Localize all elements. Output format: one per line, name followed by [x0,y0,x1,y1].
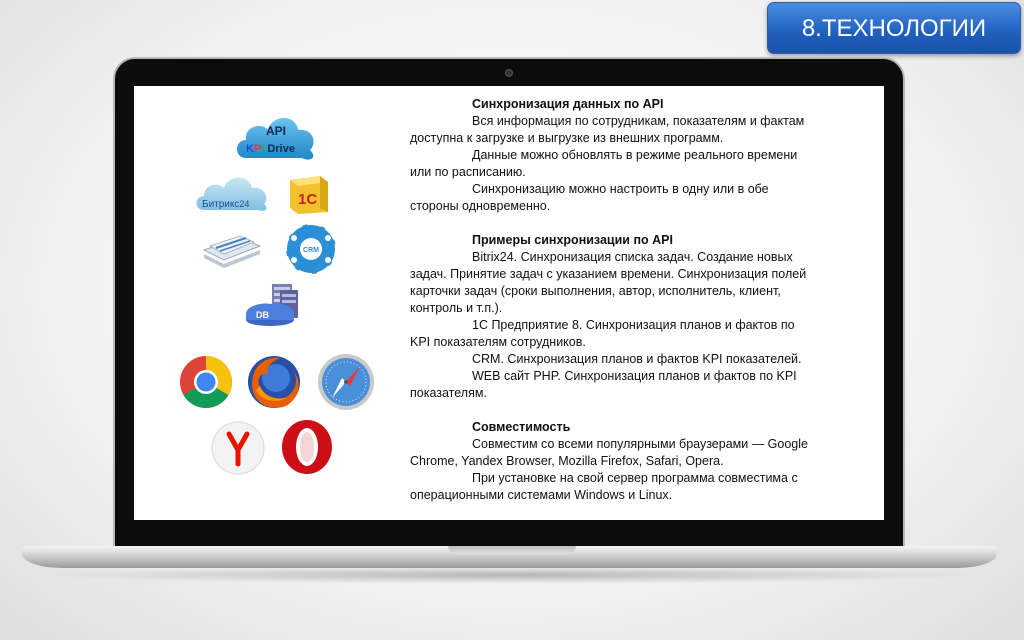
safari-icon [316,352,376,412]
svg-text:KPI Drive [246,143,295,155]
crm-label: CRM [303,247,319,254]
examples-paragraph-3: CRM. Синхронизация планов и фактов KPI показателей. [472,352,802,366]
kpi-p: P [253,143,262,155]
database-icon [240,280,306,328]
1c-icon [284,172,332,216]
drive-label: Drive [264,143,295,155]
examples-paragraph-2: 1С Предприятие 8. Синхронизация планов и фактов по KPI показателям сотрудников. [410,318,795,349]
api-label: API [265,124,287,138]
bitrix24-icon [194,170,272,214]
section-title: 8.ТЕХНОЛОГИИ [801,15,987,42]
sync-paragraph-2: Данные можно обновлять в режиме реального времени или по расписанию. [410,148,798,179]
kpi-i: I [261,143,265,155]
web-services-icon [200,224,264,272]
crm-icon [284,222,338,276]
db-label: DB [256,310,269,320]
chrome-icon [178,354,234,410]
sync-paragraph-3: Синхронизацию можно настроить в одну или в обе стороны одновременно. [410,182,769,213]
laptop-shadow [40,566,980,584]
section-title-banner [767,2,1021,54]
sync-heading: Синхронизация данных по API [472,97,664,111]
compat-paragraph-1: Совместим со всеми популярными браузерами — Google Chrome, Yandex Browser, Mozilla Firefox, Safari, Opera. [410,437,808,468]
yandex-browser-icon [210,420,266,476]
examples-heading: Примеры синхронизации по API [472,233,673,247]
firefox-icon [246,354,302,410]
sync-paragraph-1: Вся информация по сотрудникам, показателям и фактам доступна к загрузке и выгрузке из внешних программ. [410,114,805,145]
content-text [410,96,810,504]
laptop-notch [448,546,576,554]
1c-label: 1С [298,191,318,208]
laptop-screen [134,86,884,520]
kpi-k: K [246,143,254,155]
compat-heading: Совместимость [472,420,571,434]
webcam-icon [505,69,513,77]
examples-paragraph-1: Bitrix24. Синхронизация списка задач. Создание новых задач. Принятие задач с указанием времени. Синхронизация полей карточки задач (сроки выполнения, автор, исполнитель, клиент, контроль и т.п.). [410,250,807,315]
compat-paragraph-2: При установке на свой сервер программа совместима с операционными системами Windows и Linux. [410,471,798,502]
bitrix-label: Битрикс24 [202,199,250,210]
examples-paragraph-4: WEB сайт PHP. Синхронизация планов и фактов по KPI показателям. [410,369,797,400]
opera-icon [280,418,334,476]
api-kpi-drive-cloud-icon [232,108,320,164]
